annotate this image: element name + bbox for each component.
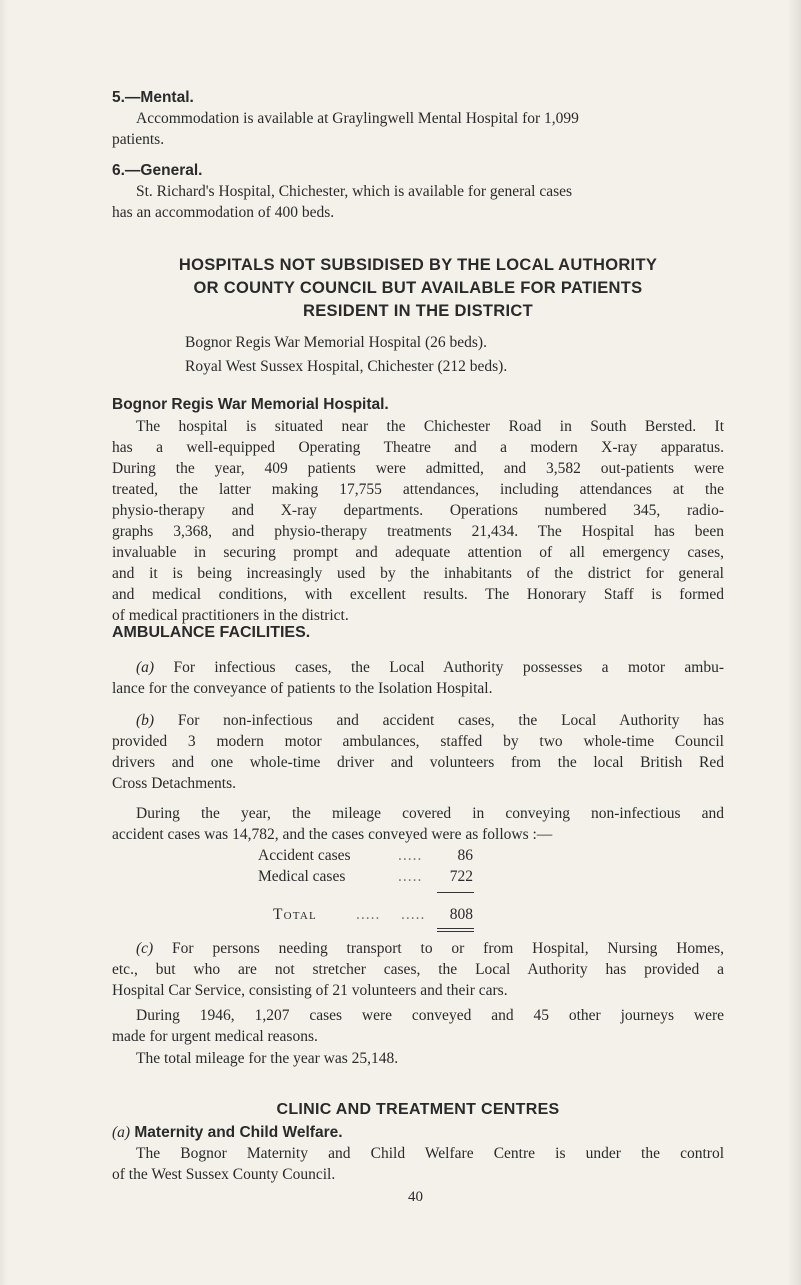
ambulance-c-text-1: For persons needing transport to or from Hospital, Nursing Homes,: [153, 940, 724, 957]
ambulance-c-line-1: [112, 938, 724, 959]
page-right-shadow: [787, 0, 801, 1285]
ambulance-d-line-1: During 1946, 1,207 cases were conveyed and 45 other journeys were: [136, 1007, 724, 1024]
table-value-medical: 722: [449, 868, 473, 885]
ambulance-a: [112, 657, 724, 699]
section-6-line-1: St. Richard's Hospital, Chichester, which is available for general cases: [136, 183, 573, 200]
page-left-shadow: [0, 0, 8, 1285]
page-number: 40: [408, 1189, 423, 1205]
table-total-double-rule-bottom: [437, 931, 474, 932]
table-row-accident: [258, 845, 351, 866]
bognor-line: has a well-equipped Operating Theatre and a modern X-ray apparatus.: [112, 439, 724, 456]
hospital-item-bognor: Bognor Regis War Memorial Hospital (26 beds).: [185, 334, 487, 351]
ambulance-b-line-1: [112, 710, 724, 731]
ambulance-heading: AMBULANCE FACILITIES.: [112, 624, 311, 641]
clinic-paragraph: [112, 1143, 724, 1185]
clinic-heading: CLINIC AND TREATMENT CENTRES: [276, 1101, 560, 1118]
ambulance-c: [112, 938, 724, 1001]
table-label: Accident cases: [258, 847, 351, 864]
table-row-medical: [258, 866, 345, 887]
ambulance-mileage-line-1: During the year, the mileage covered in conveying non-infectious and: [136, 805, 724, 822]
table-dots: .....: [398, 847, 423, 864]
table-value-accident: 86: [457, 847, 473, 864]
hospitals-heading: [112, 254, 724, 323]
bognor-section-title: Bognor Regis War Memorial Hospital.: [112, 396, 389, 413]
ambulance-a-label: (a): [136, 659, 155, 676]
ambulance-b-line-3: drivers and one whole-time driver and volunteers from the local British Red: [112, 754, 724, 771]
ambulance-c-line-2: etc., but who are not stretcher cases, the Local Authority has provided a: [112, 961, 724, 978]
ambulance-a-text-1: For infectious cases, the Local Authority possesses a motor ambu-: [154, 659, 724, 676]
clinic-line-2: of the West Sussex County Council.: [112, 1166, 336, 1183]
clinic-a-label: (a): [112, 1124, 131, 1141]
clinic-a-title: [112, 1122, 343, 1143]
hospitals-heading-line-2: OR COUNTY COUNCIL BUT AVAILABLE FOR PATIENTS: [193, 279, 643, 297]
hospitals-heading-line-1: HOSPITALS NOT SUBSIDISED BY THE LOCAL AUTHORITY: [178, 256, 658, 274]
table-total-dots-2: .....: [401, 906, 426, 923]
ambulance-b: [112, 710, 724, 794]
table-total-dots-1: .....: [356, 906, 381, 923]
ambulance-b-line-4: Cross Detachments.: [112, 775, 236, 792]
bognor-line: graphs 3,368, and physio-therapy treatments 21,434. The Hospital has been: [112, 523, 724, 540]
table-total-value: 808: [449, 906, 473, 923]
ambulance-mileage-line-2: accident cases was 14,782, and the cases conveyed were as follows :—: [112, 826, 553, 843]
bognor-line: and medical conditions, with excellent results. The Honorary Staff is formed: [112, 586, 724, 603]
ambulance-b-line-2: provided 3 modern motor ambulances, staffed by two whole-time Council: [112, 733, 724, 750]
ambulance-total-mileage: The total mileage for the year was 25,148.: [136, 1050, 399, 1067]
ambulance-a-line-1: [112, 657, 724, 678]
hospital-item-royal-west-sussex: Royal West Sussex Hospital, Chichester (212 beds).: [185, 358, 508, 375]
bognor-line: The hospital is situated near the Chichester Road in South Bersted. It: [136, 418, 724, 435]
ambulance-b-text-1: For non-infectious and accident cases, the Local Authority has: [154, 712, 724, 729]
section-6-line-2: has an accommodation of 400 beds.: [112, 204, 335, 221]
bognor-line: During the year, 409 patients were admitted, and 3,582 out-patients were: [112, 460, 724, 477]
ambulance-d: [112, 1005, 724, 1047]
ambulance-c-line-3: Hospital Car Service, consisting of 21 volunteers and their cars.: [112, 982, 508, 999]
bognor-line: of medical practitioners in the district.: [112, 607, 349, 624]
bognor-line: and it is being increasingly used by the inhabitants of the district for general: [112, 565, 724, 582]
clinic-heading-wrap: [112, 1098, 724, 1121]
ambulance-a-line-2: lance for the conveyance of patients to the Isolation Hospital.: [112, 680, 493, 697]
hospitals-heading-line-3: RESIDENT IN THE DISTRICT: [303, 302, 533, 320]
table-total-label: Total: [273, 906, 317, 923]
bognor-line: invaluable in securing prompt and adequate attention of all emergency cases,: [112, 544, 724, 561]
section-5-title: 5.—Mental.: [112, 89, 194, 106]
table-total-double-rule-top: [437, 928, 474, 929]
ambulance-mileage: [112, 803, 724, 845]
ambulance-b-label: (b): [136, 712, 155, 729]
section-5-line-2: patients.: [112, 131, 165, 148]
section-6-title: 6.—General.: [112, 162, 203, 179]
ambulance-c-label: (c): [136, 940, 154, 957]
ambulance-d-line-2: made for urgent medical reasons.: [112, 1028, 318, 1045]
bognor-line: physio-therapy and X-ray departments. Operations numbered 345, radio-: [112, 502, 724, 519]
table-dots: .....: [398, 868, 423, 885]
table-sum-rule: [437, 892, 474, 893]
clinic-a-title-text: Maternity and Child Welfare.: [130, 1124, 343, 1141]
section-5-line-1: Accommodation is available at Graylingwell Mental Hospital for 1,099: [136, 110, 579, 127]
bognor-line: treated, the latter making 17,755 attendances, including attendances at the: [112, 481, 724, 498]
bognor-paragraph: [112, 416, 724, 626]
table-label: Medical cases: [258, 868, 346, 885]
clinic-line-1: The Bognor Maternity and Child Welfare Centre is under the control: [136, 1145, 724, 1162]
